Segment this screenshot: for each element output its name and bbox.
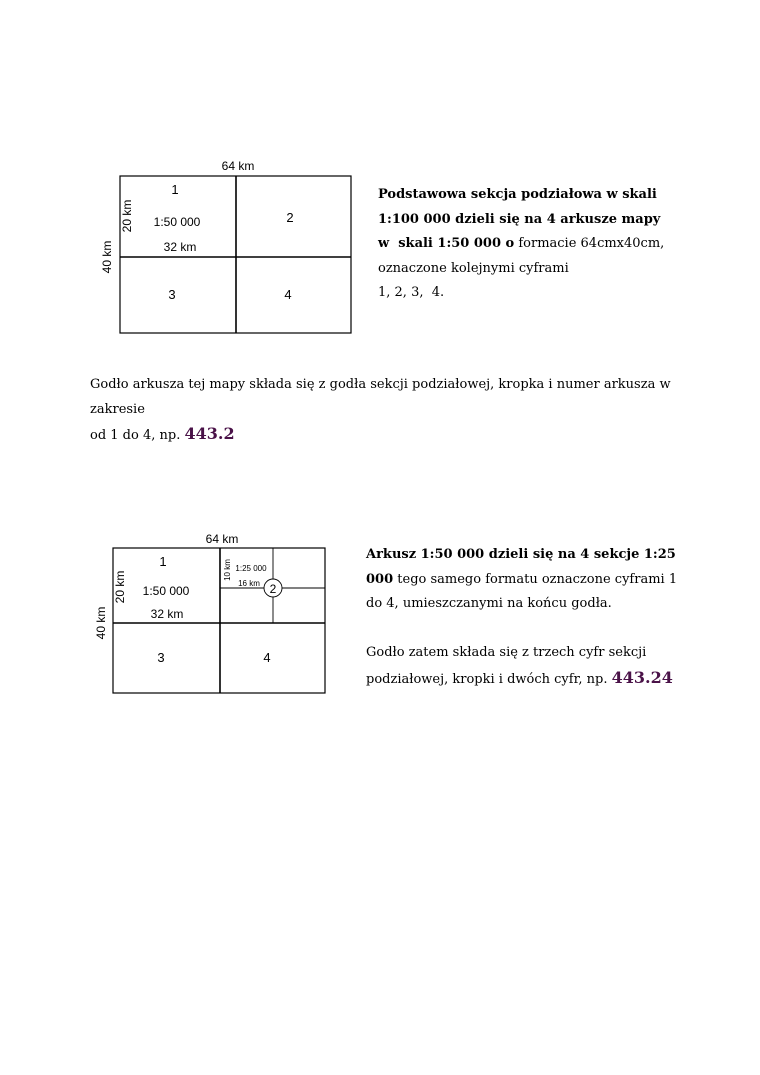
diagram-1-inner-dimension: 20 km: [120, 199, 134, 233]
sheet-division-description: [378, 183, 668, 306]
diagram-1-left-dimension: 40 km: [100, 240, 114, 274]
description-line-3-rest: formacie 64cmx40cm,: [514, 236, 665, 251]
diagram-1-grid: [120, 176, 351, 333]
godlo-example-code: 443.2: [184, 424, 235, 443]
diagram-2-sub-scale: 1:25 000: [235, 564, 267, 573]
diagram-1-sheet-3: 3: [168, 287, 176, 302]
diagram-2-outer-frame: [113, 548, 325, 693]
sub-description-line-2-rest: tego samego formatu oznaczone cyframi 1: [393, 571, 678, 587]
diagram-2-sheet-4: 4: [263, 650, 271, 665]
diagram-2-sheet-3: 3: [157, 650, 165, 665]
diagram-2-grid: [113, 548, 325, 693]
diagram-2-inner-dimension: 20 km: [113, 570, 127, 604]
diagram-1-sheet-4: 4: [284, 287, 292, 302]
diagram-2-sheet-1: 1: [159, 554, 167, 569]
godlo-line-2: zakresie: [90, 401, 145, 417]
diagram-1-sheet-2: 2: [286, 210, 294, 225]
diagram-2-left-dimension: 40 km: [94, 606, 108, 640]
diagram-2-top-dimension: 64 km: [205, 532, 239, 546]
diagram-1-sheet-1: 1: [171, 182, 179, 197]
description-line-4: oznaczone kolejnymi cyframi: [378, 260, 569, 276]
diagram-2-sub-vertical-dimension: 10 km: [223, 559, 232, 581]
sub-description-line-3: do 4, umieszczanymi na końcu godła.: [366, 596, 612, 611]
godlo-paragraph: [90, 373, 690, 449]
sub-description-bold-line-1: Arkusz 1:50 000 dzieli się na 4 sekcje 1:25: [366, 547, 676, 562]
sub-description-line-5: podziałowej, kropki i dwóch cyfr, np.: [366, 671, 612, 687]
sub-section-description: [366, 543, 686, 692]
diagram-2-sub-sheet-number: 2: [269, 582, 277, 596]
description-line-5: 1, 2, 3, 4.: [378, 285, 445, 300]
godlo-line-1: Godło arkusza tej mapy składa się z godła sekcji podziałowej, kropka i numer arkusza w: [90, 377, 671, 392]
diagram-2-sub-horizontal-dimension: 16 km: [238, 579, 260, 588]
sub-description-line-4: Godło zatem składa się z trzech cyfr sekcji: [366, 645, 647, 660]
godlo-line-3: od 1 do 4, np.: [90, 428, 185, 443]
description-bold-line-3: w skali 1:50 000 o: [378, 236, 515, 251]
diagram-1-top-dimension: 64 km: [221, 159, 255, 173]
diagram-2-scale: 1:50 000: [142, 584, 190, 598]
description-bold-line-1: Podstawowa sekcja podziałowa w skali: [378, 187, 657, 202]
sub-example-code: 443.24: [611, 667, 673, 687]
sub-description-bold-line-2: 000: [366, 571, 394, 587]
diagram-2-width-label: 32 km: [150, 607, 184, 621]
diagram-1-width-label: 32 km: [163, 240, 197, 254]
description-bold-line-2: 1:100 000 dzieli się na 4 arkusze mapy: [378, 211, 661, 227]
diagram-1-scale: 1:50 000: [153, 215, 201, 229]
